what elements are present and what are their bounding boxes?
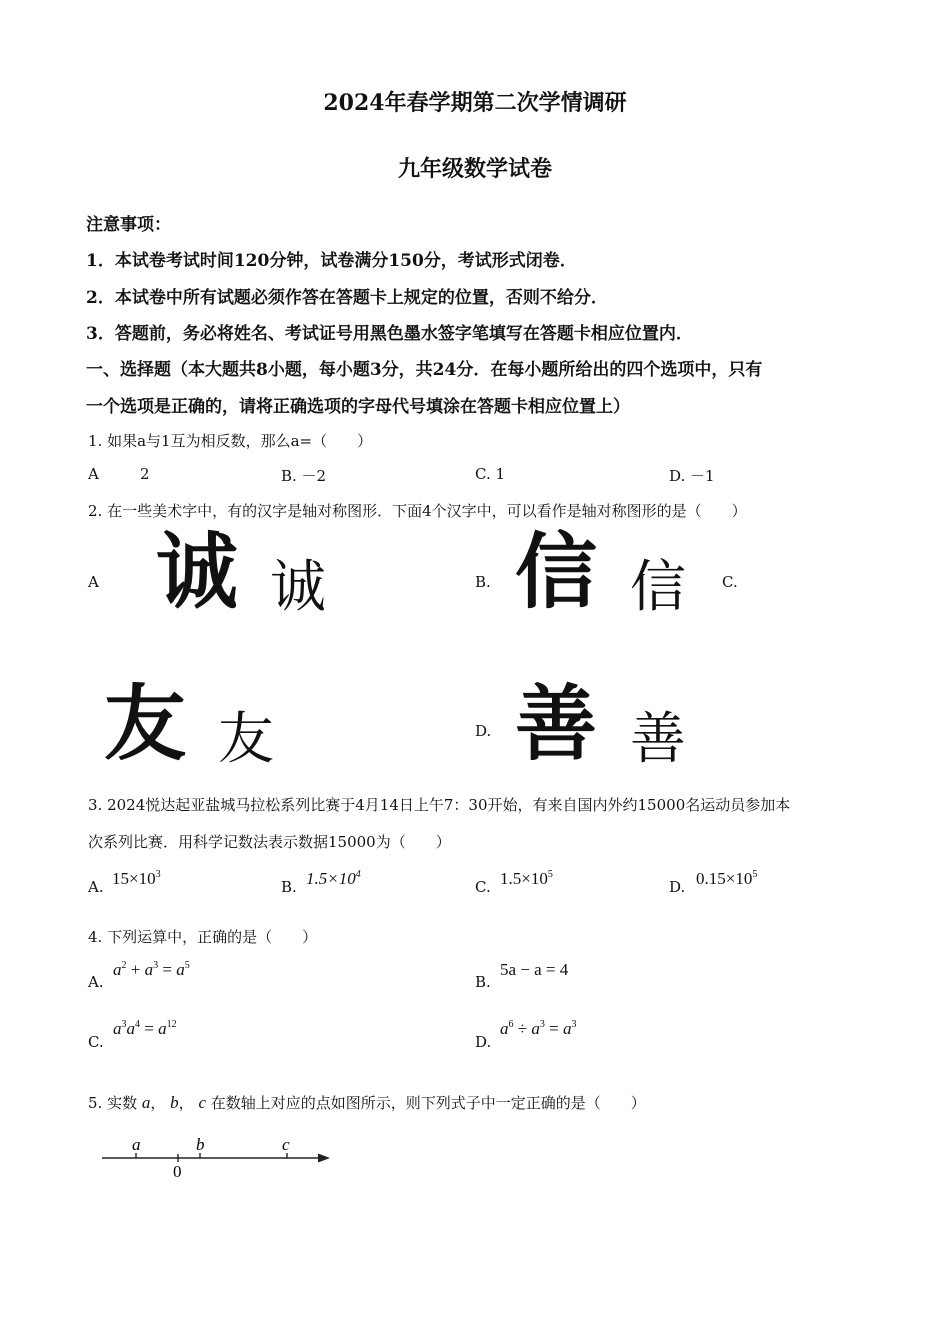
q1-option-a-value: 2 bbox=[140, 465, 150, 483]
q4-option-a-expr: $a^2 + a^3 = a^5$ bbox=[113, 960, 190, 979]
q3-option-d-label: D. bbox=[669, 878, 686, 896]
exam-subtitle: 九年级数学试卷 bbox=[397, 156, 552, 182]
q5-var-a: a bbox=[141, 1093, 151, 1112]
q4-option-b-expr: 5a − a = 4 bbox=[500, 960, 569, 979]
exam-title: 2024年春学期第二次学情调研 bbox=[323, 90, 627, 116]
q2-art-char-a: 诚 bbox=[156, 525, 239, 620]
number-line bbox=[96, 1130, 336, 1186]
note-item: 3．答题前，务必将姓名、考试证号用黑色墨水签字笔填写在答题卡相应位置内． bbox=[86, 324, 693, 344]
q2-option-c-label: C. bbox=[722, 573, 738, 591]
q4-option-d-expr: $a^6 \div a^3 = a^3$ bbox=[500, 1019, 577, 1038]
axis-label-c: c bbox=[282, 1135, 290, 1154]
q3-option-a-expr: $15\times 10^3$ bbox=[112, 869, 161, 888]
q3-stem-line2: 次系列比赛．用科学记数法表示数据15000为（ ） bbox=[88, 833, 451, 851]
q5-stem: 5. 实数 a， b， c 在数轴上对应的点如图所示，则下列式子中一定正确的是（ ） bbox=[88, 1093, 646, 1112]
notes-heading: 注意事项： bbox=[86, 215, 171, 235]
q4-option-b-label: B. bbox=[475, 973, 491, 991]
q4-option-d-label: D. bbox=[475, 1033, 492, 1051]
q2-art-char-c: 友 bbox=[104, 677, 187, 772]
q3-option-c-label: C. bbox=[475, 878, 491, 896]
q1-option-a-label: A bbox=[88, 465, 99, 483]
q3-option-b-label: B. bbox=[281, 878, 297, 896]
q4-option-c-expr: $a^3a^4 = a^{12}$ bbox=[113, 1019, 177, 1038]
q2-art-char-b: 信 bbox=[515, 525, 598, 620]
q2-plain-char-c: 友 bbox=[218, 707, 274, 772]
q3-option-a-label: A. bbox=[88, 878, 104, 896]
q2-option-b-label: B. bbox=[475, 573, 491, 591]
number-line-arrow bbox=[318, 1154, 330, 1163]
q3-option-b-expr: $1.5\times 10^4$ bbox=[306, 869, 361, 888]
q2-art-char-d: 善 bbox=[515, 677, 598, 772]
q2-plain-char-b: 信 bbox=[630, 555, 686, 620]
q2-plain-char-d: 善 bbox=[630, 707, 686, 772]
q2-stem: 2. 在一些美术字中，有的汉字是轴对称图形．下面4个汉字中，可以看作是轴对称图形的是（ ） bbox=[88, 502, 747, 520]
q3-option-d-expr: $0.15\times 10^5$ bbox=[696, 869, 758, 888]
q1-option-d: D. －1 bbox=[669, 467, 715, 485]
note-item: 1．本试卷考试时间120分钟，试卷满分150分，考试形式闭卷． bbox=[86, 251, 577, 271]
q5-var-b: b bbox=[170, 1093, 179, 1112]
q1-stem: 1. 如果a与1互为相反数，那么a=（ ） bbox=[88, 432, 373, 450]
section-heading-line1: 一、选择题（本大题共8小题，每小题3分，共24分．在每小题所给出的四个选项中，只有 bbox=[86, 360, 763, 380]
q2-option-a-label: A bbox=[88, 573, 99, 591]
section-heading-line2: 一个选项是正确的，请将正确选项的字母代号填涂在答题卡相应位置上） bbox=[86, 397, 630, 417]
q3-stem-line1: 3. 2024悦达起亚盐城马拉松系列比赛于4月14日上午7：30开始，有来自国内外约15000名运动员参加本 bbox=[88, 796, 791, 814]
q2-option-d-label: D. bbox=[475, 722, 492, 740]
q1-option-c: C. 1 bbox=[475, 465, 506, 483]
axis-label-a: a bbox=[132, 1135, 141, 1154]
q1-option-b: B. －2 bbox=[281, 467, 327, 485]
q3-option-c-expr: $1.5\times 10^5$ bbox=[500, 869, 553, 888]
axis-label-zero: 0 bbox=[173, 1162, 182, 1181]
axis-label-b: b bbox=[196, 1135, 205, 1154]
note-item: 2．本试卷中所有试题必须作答在答题卡上规定的位置，否则不给分． bbox=[86, 288, 608, 308]
q2-plain-char-a: 诚 bbox=[270, 555, 326, 620]
q4-option-c-label: C. bbox=[88, 1033, 104, 1051]
q4-stem: 4. 下列运算中，正确的是（ ） bbox=[88, 928, 318, 946]
q4-option-a-label: A. bbox=[88, 973, 104, 991]
q5-var-c: c bbox=[198, 1093, 206, 1112]
